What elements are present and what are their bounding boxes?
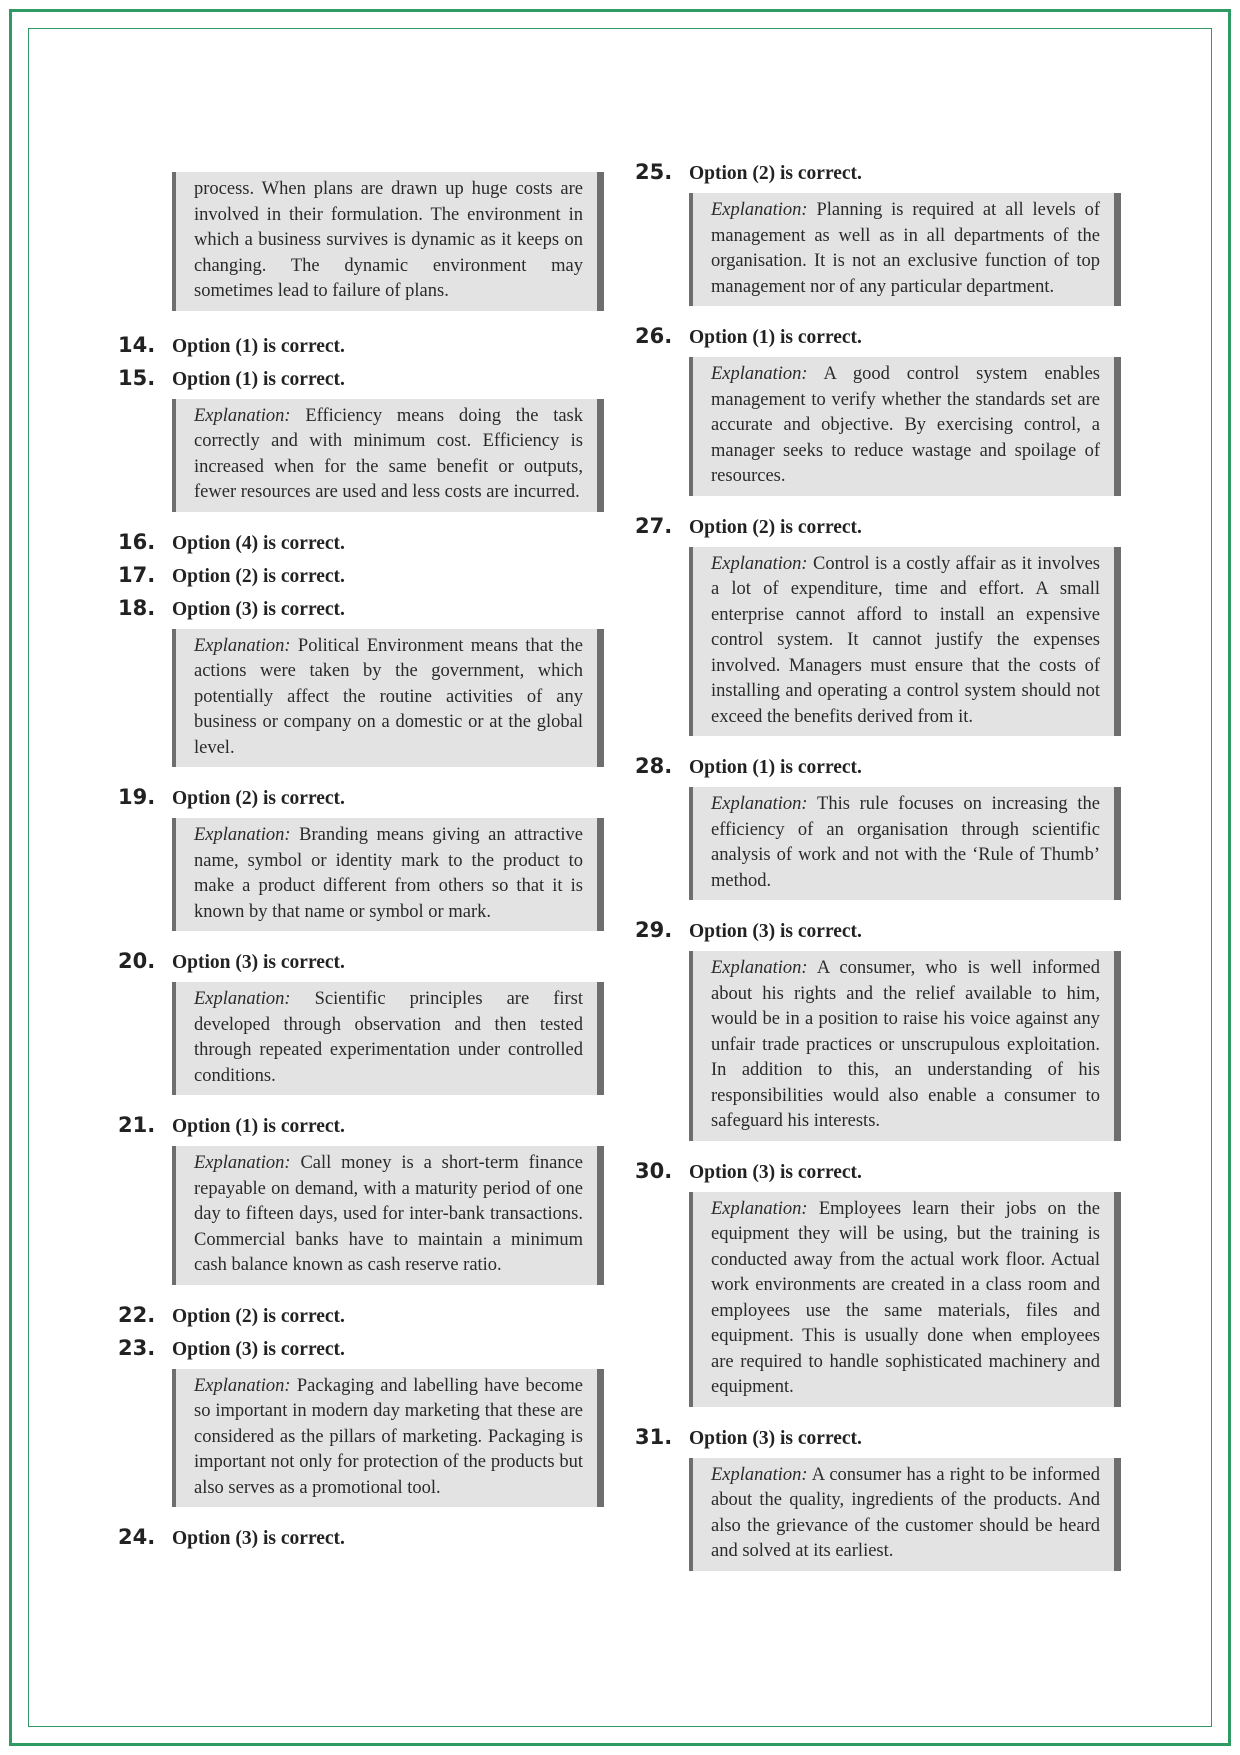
question-number: 24.	[118, 1525, 156, 1549]
explanation-label: Explanation:	[711, 200, 808, 220]
answer-item	[118, 530, 604, 555]
explanation-text: Planning is required at all levels of management as well as in all departments of the organisation. It is not an exclusive function of top management nor of any particular department.	[711, 200, 1100, 297]
correct-option: Option (2) is correct.	[172, 565, 345, 587]
question-number: 28.	[635, 754, 673, 778]
question-number: 17.	[118, 562, 156, 587]
question-number: 27.	[635, 513, 673, 538]
question-number: 25.	[635, 160, 673, 184]
explanation-text: A consumer, who is well informed about his rights and the relief available to him, would be in a position to raise his voice against any unfair trade practices or unscrupulous exploitation. In addition to this, an understanding of his responsibilities would also enable a consumer to safeguard his interests.	[711, 958, 1100, 1131]
explanation-text: Packaging and labelling have become so important in modern day marketing that these are considered as the pillars of marketing. Packaging is important not only for protection of the products but also serves as a promotional tool.	[194, 1375, 584, 1498]
explanation-box	[689, 357, 1121, 496]
correct-option: Option (3) is correct.	[689, 1427, 862, 1449]
answer-item	[635, 1425, 1121, 1571]
question-number: 20.	[118, 949, 156, 973]
question-number: 18.	[118, 595, 156, 620]
question-number: 19.	[118, 785, 156, 809]
answer-heading	[118, 366, 604, 391]
question-number: 31.	[635, 1424, 673, 1449]
answer-heading	[635, 918, 1121, 943]
explanation-text: A consumer has a right to be informed about the quality, ingredients of the products. And also the grievance of the customer should be heard and solved at its earliest.	[711, 1464, 1100, 1561]
correct-option: Option (4) is correct.	[172, 532, 345, 554]
right-column	[635, 160, 1121, 1589]
answer-item	[635, 1159, 1121, 1407]
correct-option: Option (2) is correct.	[689, 163, 862, 184]
question-number: 16.	[118, 529, 156, 554]
answer-heading	[118, 1336, 604, 1361]
explanation-box	[172, 1369, 604, 1508]
correct-option: Option (2) is correct.	[689, 516, 862, 538]
question-number: 15.	[118, 365, 156, 390]
correct-option: Option (1) is correct.	[172, 335, 345, 357]
question-number: 21.	[118, 1113, 156, 1137]
answer-heading	[635, 1425, 1121, 1450]
answer-item	[635, 514, 1121, 737]
answer-item	[635, 918, 1121, 1141]
explanation-label: Explanation:	[194, 1375, 291, 1396]
explanation-box-continued: process. When plans are drawn up huge costs are involved in their formulation. The environment in which a business survives is dynamic as it keeps on changing. The dynamic environment may sometimes lead to failure of plans.	[172, 172, 604, 311]
explanation-label: Explanation:	[194, 989, 291, 1009]
explanation-label: Explanation:	[711, 553, 808, 574]
answer-item	[118, 366, 604, 512]
explanation-text: This rule focuses on increasing the efficiency of an organisation through scientific analysis of work and not with the ‘Rule of Thumb’ method.	[711, 794, 1100, 891]
explanation-box	[172, 1146, 604, 1285]
answer-item	[635, 754, 1121, 900]
correct-option: Option (3) is correct.	[172, 1338, 345, 1360]
question-number: 14.	[118, 332, 156, 357]
answer-item	[118, 333, 604, 358]
answer-item	[118, 596, 604, 768]
explanation-text: Control is a costly affair as it involves a lot of expenditure, time and effort. A small enterprise cannot afford to install an expensive control system. It cannot justify the expenses involved. Managers must ensure that the costs of installing and operating a control system should not exceed the benefits derived from it.	[711, 553, 1100, 727]
question-number: 26.	[635, 324, 673, 348]
left-column	[118, 160, 604, 1558]
answer-heading	[118, 333, 604, 358]
answer-heading	[118, 785, 604, 810]
explanation-label: Explanation:	[711, 794, 808, 814]
explanation-label: Explanation:	[711, 1198, 808, 1219]
explanation-label: Explanation:	[194, 405, 291, 426]
explanation-text: Branding means giving an attractive name, symbol or identity mark to the product to make a product different from others so that it is known by that name or symbol or mark.	[194, 825, 583, 922]
answer-item	[635, 160, 1121, 306]
answer-heading	[118, 1113, 604, 1138]
explanation-text: Call money is a short-term finance repayable on demand, with a maturity period of one day to fifteen days, used for inter-bank transactions. Commercial banks have to maintain a minimum cash balance known as cash reserve ratio.	[194, 1153, 584, 1275]
correct-option: Option (1) is correct.	[689, 327, 862, 348]
explanation-box	[172, 982, 604, 1095]
explanation-text: Employees learn their jobs on the equipment they will be using, but the training is conducted away from the actual work floor. Actual work environments are created in a class room and employees use the same materials, files and equipment. This is usually done when employees are required to handle sophisticated machinery and equipment.	[711, 1198, 1100, 1397]
explanation-label: Explanation:	[711, 364, 808, 384]
explanation-box	[689, 1192, 1121, 1407]
answer-list-left	[118, 333, 604, 1551]
correct-option: Option (2) is correct.	[172, 1305, 345, 1327]
answer-heading	[635, 324, 1121, 349]
explanation-text: Scientific principles are first developed through observation and then tested through repeated experimentation under controlled conditions.	[194, 989, 583, 1086]
explanation-box	[172, 399, 604, 512]
correct-option: Option (3) is correct.	[689, 921, 862, 942]
answer-item	[118, 563, 604, 588]
answer-heading	[118, 949, 604, 974]
answer-heading	[635, 1159, 1121, 1184]
answer-list-right	[635, 160, 1121, 1571]
correct-option: Option (3) is correct.	[172, 598, 345, 620]
correct-option: Option (3) is correct.	[689, 1161, 862, 1183]
answer-heading	[118, 530, 604, 555]
answer-heading	[118, 596, 604, 621]
explanation-text: Political Environment means that the actions were taken by the government, which potentially affect the routine activities of any business or company on a domestic or at the global level.	[194, 635, 584, 758]
explanation-label: Explanation:	[194, 635, 291, 656]
explanation-box	[172, 629, 604, 768]
question-number: 22.	[118, 1302, 156, 1327]
question-number: 29.	[635, 918, 673, 942]
answer-heading	[118, 1303, 604, 1328]
answer-item	[118, 1336, 604, 1508]
explanation-box	[689, 1458, 1121, 1571]
answer-item	[635, 324, 1121, 496]
correct-option: Option (1) is correct.	[689, 757, 862, 778]
question-number: 23.	[118, 1335, 156, 1360]
question-number: 30.	[635, 1158, 673, 1183]
answer-heading	[635, 514, 1121, 539]
correct-option: Option (3) is correct.	[172, 1528, 345, 1549]
explanation-box	[172, 818, 604, 931]
explanation-label: Explanation:	[711, 958, 808, 978]
answer-heading	[635, 754, 1121, 779]
answer-heading	[118, 563, 604, 588]
answer-heading	[635, 160, 1121, 185]
explanation-box	[689, 547, 1121, 737]
answer-item	[118, 1113, 604, 1285]
answer-item	[118, 1303, 604, 1328]
explanation-box	[689, 193, 1121, 306]
explanation-box	[689, 951, 1121, 1141]
explanation-label: Explanation:	[711, 1464, 808, 1485]
explanation-label: Explanation:	[194, 825, 291, 845]
answer-item	[118, 949, 604, 1095]
correct-option: Option (3) is correct.	[172, 952, 345, 973]
explanation-label: Explanation:	[194, 1153, 291, 1173]
explanation-box	[689, 787, 1121, 900]
answer-item	[118, 785, 604, 931]
explanation-text: Efficiency means doing the task correctly and with minimum cost. Efficiency is increased when for the same benefit or outputs, fewer resources are used and less costs are incurred.	[194, 405, 583, 502]
correct-option: Option (2) is correct.	[172, 788, 345, 809]
answer-item	[118, 1525, 604, 1550]
correct-option: Option (1) is correct.	[172, 1116, 345, 1137]
correct-option: Option (1) is correct.	[172, 368, 345, 390]
explanation-text: A good control system enables management to verify whether the standards set are accurate and objective. By exercising control, a manager seeks to reduce wastage and spoilage of resources.	[711, 364, 1101, 486]
answer-heading	[118, 1525, 604, 1550]
